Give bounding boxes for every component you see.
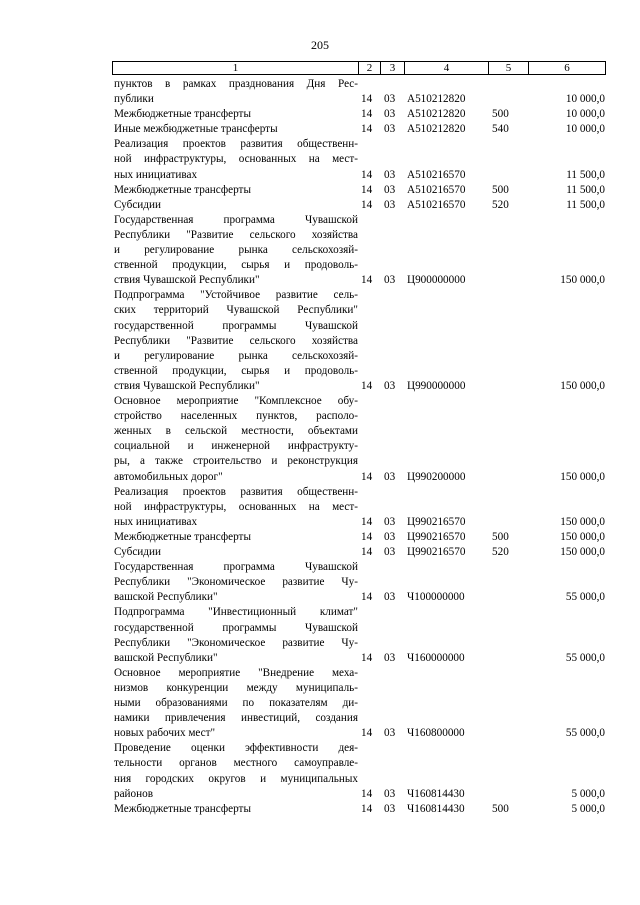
section-code: 14 — [361, 787, 373, 800]
subsection-code: 03 — [384, 183, 396, 196]
amount: 5 000,0 — [571, 802, 605, 815]
header-col-1: 1 — [113, 62, 359, 74]
subsection-code: 03 — [384, 93, 396, 106]
table-row — [0, 560, 640, 605]
target-article-code: А510212820 — [407, 123, 466, 136]
subsection-code: 03 — [384, 379, 396, 392]
section-code: 14 — [361, 651, 373, 664]
section-code: 14 — [361, 591, 373, 604]
amount: 55 000,0 — [565, 651, 605, 664]
row-description — [114, 213, 358, 288]
description-line: ния городских округов и муниципальных — [114, 772, 358, 785]
section-code: 14 — [361, 470, 373, 483]
description-line: вашской Республики" — [114, 651, 218, 664]
amount: 5 000,0 — [571, 787, 605, 800]
subsection-code: 03 — [384, 274, 396, 287]
amount: 150 000,0 — [560, 530, 605, 543]
target-article-code: Ц990200000 — [407, 470, 466, 483]
subsection-code: 03 — [384, 546, 396, 559]
table-row — [0, 530, 640, 545]
target-article-code: А510216570 — [407, 168, 466, 181]
target-article-code: А510216570 — [407, 198, 466, 211]
subsection-code: 03 — [384, 198, 396, 211]
amount: 10 000,0 — [565, 93, 605, 106]
section-code: 14 — [361, 530, 373, 543]
row-description — [114, 183, 358, 198]
amount: 11 500,0 — [566, 198, 605, 211]
amount: 150 000,0 — [560, 470, 605, 483]
description-line: Межбюджетные трансферты — [114, 108, 251, 121]
table-row — [0, 802, 640, 817]
description-line: ных инициативах — [114, 515, 198, 528]
description-line: и регулирование рынка сельскохозяй- — [114, 244, 358, 257]
description-line: ственной продукции, сырья и продоволь- — [114, 259, 358, 272]
description-line: женных в сельской местности, объектами — [114, 425, 358, 438]
table-header — [112, 61, 606, 75]
description-line: ной инфраструктуры, основанных на мест- — [114, 500, 358, 513]
description-line: районов — [114, 787, 154, 800]
expense-type-code: 500 — [492, 108, 509, 121]
target-article-code: Ч160814430 — [407, 802, 465, 815]
target-article-code: А510212820 — [407, 108, 466, 121]
header-col-5: 5 — [489, 62, 529, 74]
subsection-code: 03 — [384, 591, 396, 604]
description-line: Иные межбюджетные трансферты — [114, 123, 278, 136]
description-line: ры, а также строительство и реконструкция — [114, 455, 358, 468]
section-code: 14 — [361, 198, 373, 211]
description-line: автомобильных дорог" — [114, 470, 223, 483]
expense-type-code: 520 — [492, 198, 509, 211]
section-code: 14 — [361, 546, 373, 559]
description-line: Основное мероприятие "Внедрение меха- — [114, 666, 358, 679]
row-description — [114, 741, 358, 801]
expense-type-code: 520 — [492, 546, 509, 559]
target-article-code: Ц990216570 — [407, 546, 466, 559]
header-col-6: 6 — [564, 62, 570, 74]
target-article-code: Ч160000000 — [407, 651, 465, 664]
description-line: Основное мероприятие "Комплексное обу- — [114, 395, 358, 408]
row-description — [114, 288, 358, 394]
amount: 150 000,0 — [560, 379, 605, 392]
section-code: 14 — [361, 93, 373, 106]
section-code: 14 — [361, 183, 373, 196]
description-line: Подпрограмма "Устойчивое развитие сель- — [114, 289, 358, 302]
subsection-code: 03 — [384, 651, 396, 664]
amount: 10 000,0 — [565, 108, 605, 121]
section-code: 14 — [361, 108, 373, 121]
description-line: Субсидии — [114, 198, 161, 211]
table-row — [0, 485, 640, 530]
row-description — [114, 530, 358, 545]
header-col-3: 3 — [381, 62, 405, 74]
description-line: Подпрограмма "Инвестиционный климат" — [114, 606, 358, 619]
description-line: Межбюджетные трансферты — [114, 802, 251, 815]
description-line: намики привлечения инвестиций, создания — [114, 712, 358, 725]
description-line: Республики "Развитие сельского хозяйства — [114, 228, 358, 241]
amount: 150 000,0 — [560, 546, 605, 559]
description-line: Межбюджетные трансферты — [114, 183, 251, 196]
amount: 11 500,0 — [566, 168, 605, 181]
description-line: Республики "Экономическое развитие Чу- — [114, 636, 358, 649]
header-col-2: 2 — [359, 62, 381, 74]
description-line: низмов конкуренции между муниципаль- — [114, 681, 358, 694]
description-line: Реализация проектов развития общественн- — [114, 138, 358, 151]
table-row — [0, 666, 640, 742]
row-description — [114, 137, 358, 182]
table-row — [0, 107, 640, 122]
description-line: пунктов в рамках празднования Дня Рес- — [114, 78, 358, 90]
description-line: Межбюджетные трансферты — [114, 530, 251, 543]
amount: 10 000,0 — [565, 123, 605, 136]
description-line: тельности органов местного самоуправле- — [114, 757, 358, 770]
table-row — [0, 394, 640, 485]
table-row — [0, 77, 640, 107]
section-code: 14 — [361, 515, 373, 528]
table-row — [0, 741, 640, 801]
description-line: Государственная программа Чувашской — [114, 561, 358, 574]
table-row — [0, 545, 640, 560]
description-line: стройство населенных пунктов, располо- — [114, 410, 358, 423]
row-description — [114, 107, 358, 122]
section-code: 14 — [361, 274, 373, 287]
subsection-code: 03 — [384, 530, 396, 543]
amount: 11 500,0 — [566, 183, 605, 196]
description-line: ных инициативах — [114, 168, 198, 181]
row-description — [114, 485, 358, 530]
description-line: и регулирование рынка сельскохозяй- — [114, 349, 358, 362]
target-article-code: Ч100000000 — [407, 591, 465, 604]
table-row — [0, 198, 640, 213]
description-line: Республики "Экономическое развитие Чу- — [114, 576, 358, 589]
description-line: вашской Республики" — [114, 591, 218, 604]
target-article-code: Ч160814430 — [407, 787, 465, 800]
section-code: 14 — [361, 168, 373, 181]
table-row — [0, 213, 640, 289]
section-code: 14 — [361, 727, 373, 740]
page-number: 205 — [311, 38, 329, 52]
subsection-code: 03 — [384, 168, 396, 181]
target-article-code: Ц990216570 — [407, 515, 466, 528]
table-row — [0, 122, 640, 137]
subsection-code: 03 — [384, 802, 396, 815]
subsection-code: 03 — [384, 470, 396, 483]
row-description — [114, 122, 358, 137]
subsection-code: 03 — [384, 515, 396, 528]
amount: 150 000,0 — [560, 274, 605, 287]
expense-type-code: 500 — [492, 802, 509, 815]
expense-type-code: 500 — [492, 530, 509, 543]
expense-type-code: 500 — [492, 183, 509, 196]
row-description — [114, 394, 358, 485]
description-line: публики — [114, 93, 154, 106]
description-line: ственной продукции, сырья и продоволь- — [114, 364, 358, 377]
table-body — [0, 77, 640, 817]
amount: 55 000,0 — [565, 591, 605, 604]
table-row — [0, 137, 640, 182]
description-line: ских территорий Чувашской Республики" — [114, 304, 358, 317]
description-line: Субсидии — [114, 546, 161, 559]
target-article-code: А510216570 — [407, 183, 466, 196]
target-article-code: Ц990000000 — [407, 379, 466, 392]
subsection-code: 03 — [384, 108, 396, 121]
row-description — [114, 545, 358, 560]
description-line: ными образованиями по показателям ди- — [114, 697, 358, 709]
description-line: ной инфраструктуры, основанных на мест- — [114, 153, 358, 166]
description-line: государственной программы Чувашской — [114, 621, 358, 634]
table-row — [0, 605, 640, 665]
description-line: государственной программы Чувашской — [114, 319, 358, 332]
row-description — [114, 666, 358, 741]
section-code: 14 — [361, 123, 373, 136]
header-col-4: 4 — [405, 62, 489, 74]
section-code: 14 — [361, 379, 373, 392]
target-article-code: Ч160800000 — [407, 727, 465, 740]
row-description — [114, 605, 358, 665]
row-description — [114, 802, 358, 817]
row-description — [114, 77, 358, 107]
amount: 55 000,0 — [565, 727, 605, 740]
amount: 150 000,0 — [560, 515, 605, 528]
description-line: ствия Чувашской Республики" — [114, 274, 260, 287]
row-description — [114, 560, 358, 605]
table-row — [0, 183, 640, 198]
description-line: Реализация проектов развития общественн- — [114, 485, 358, 498]
description-line: Проведение оценки эффективности дея- — [114, 742, 358, 755]
subsection-code: 03 — [384, 787, 396, 800]
description-line: ствия Чувашской Республики" — [114, 379, 260, 392]
table-row — [0, 288, 640, 394]
description-line: социальной и инженерной инфраструкту- — [114, 440, 358, 453]
description-line: Государственная программа Чувашской — [114, 213, 358, 226]
target-article-code: Ц900000000 — [407, 274, 466, 287]
section-code: 14 — [361, 802, 373, 815]
target-article-code: А510212820 — [407, 93, 466, 106]
description-line: Республики "Развитие сельского хозяйства — [114, 334, 358, 347]
subsection-code: 03 — [384, 123, 396, 136]
subsection-code: 03 — [384, 727, 396, 740]
description-line: новых рабочих мест" — [114, 727, 216, 740]
target-article-code: Ц990216570 — [407, 530, 466, 543]
row-description — [114, 198, 358, 213]
expense-type-code: 540 — [492, 123, 509, 136]
